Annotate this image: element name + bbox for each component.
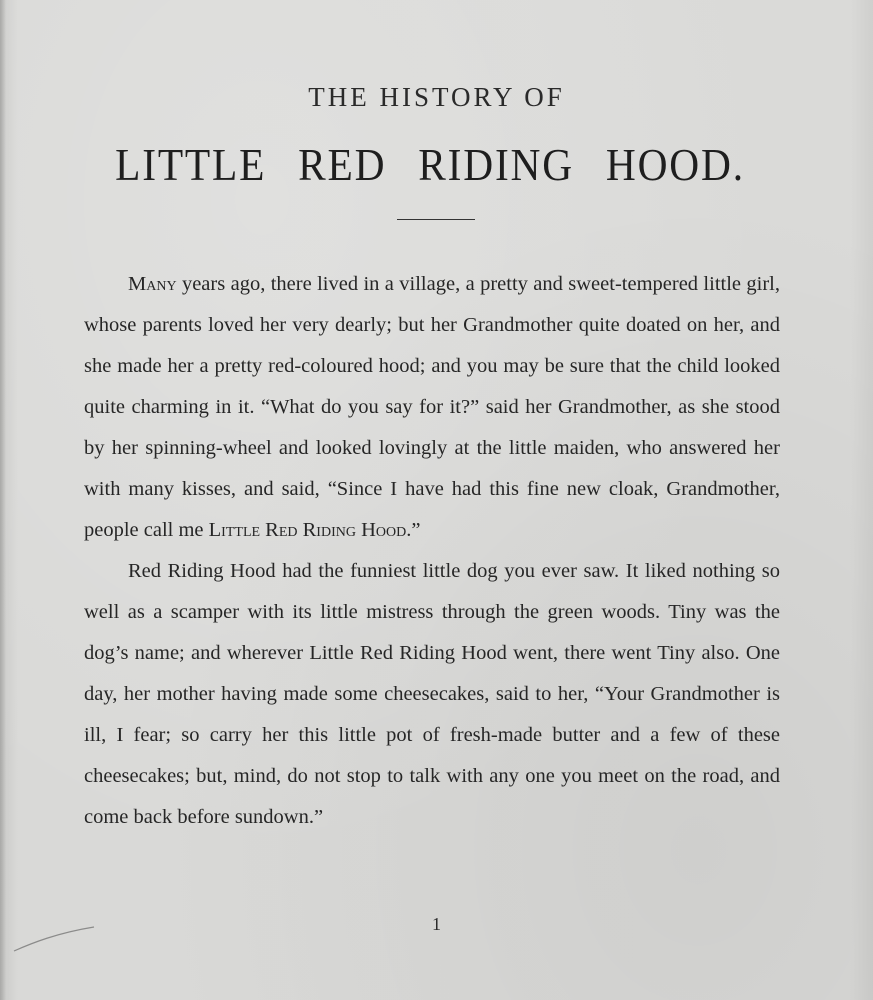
paragraph-1-lead: Many	[128, 273, 177, 295]
story-text	[84, 264, 780, 838]
title-line-1: THE HISTORY OF	[308, 82, 565, 112]
page-edge-shadow	[0, 0, 6, 1000]
title-line-2: LITTLE RED RIDING HOOD.	[115, 139, 745, 190]
paragraph-1	[84, 264, 780, 551]
paragraph-1-name: Little Red Riding Hood	[208, 519, 407, 541]
paragraph-2: Red Riding Hood had the funniest little dog you ever saw. It liked nothing so well as a scamper with its little mistress through the green woods. Tiny was the dog’s name; and wherever Little Red Riding Hood went, there went Tiny also. One day, her mother having made some cheesecakes, said to her, “Your Grandmother is ill, I fear; so carry her this little pot of fresh-made butter and a few of these cheesecakes; but, mind, do not stop to talk with any one you meet on the road, and come back before sundown.”	[84, 560, 780, 828]
paragraph-1-text-a: years ago, there lived in a village, a pretty and sweet-tempered little girl, whose parents loved her very dearly; but her Grandmother quite doated on her, and she made her a pretty red-coloured hood; and you may be sure that the child looked quite charming in it. “What do you say for it?” said her Grandmother, as she stood by her spinning-wheel and looked lovingly at the little maiden, who answered her with many kisses, and said, “Since I have had this fine new cloak, Grandmother, people call me	[84, 273, 780, 541]
page-number: 1	[432, 914, 441, 934]
paragraph-1-text-b: .”	[406, 519, 421, 541]
pencil-mark	[12, 905, 97, 955]
title-divider	[397, 219, 475, 220]
